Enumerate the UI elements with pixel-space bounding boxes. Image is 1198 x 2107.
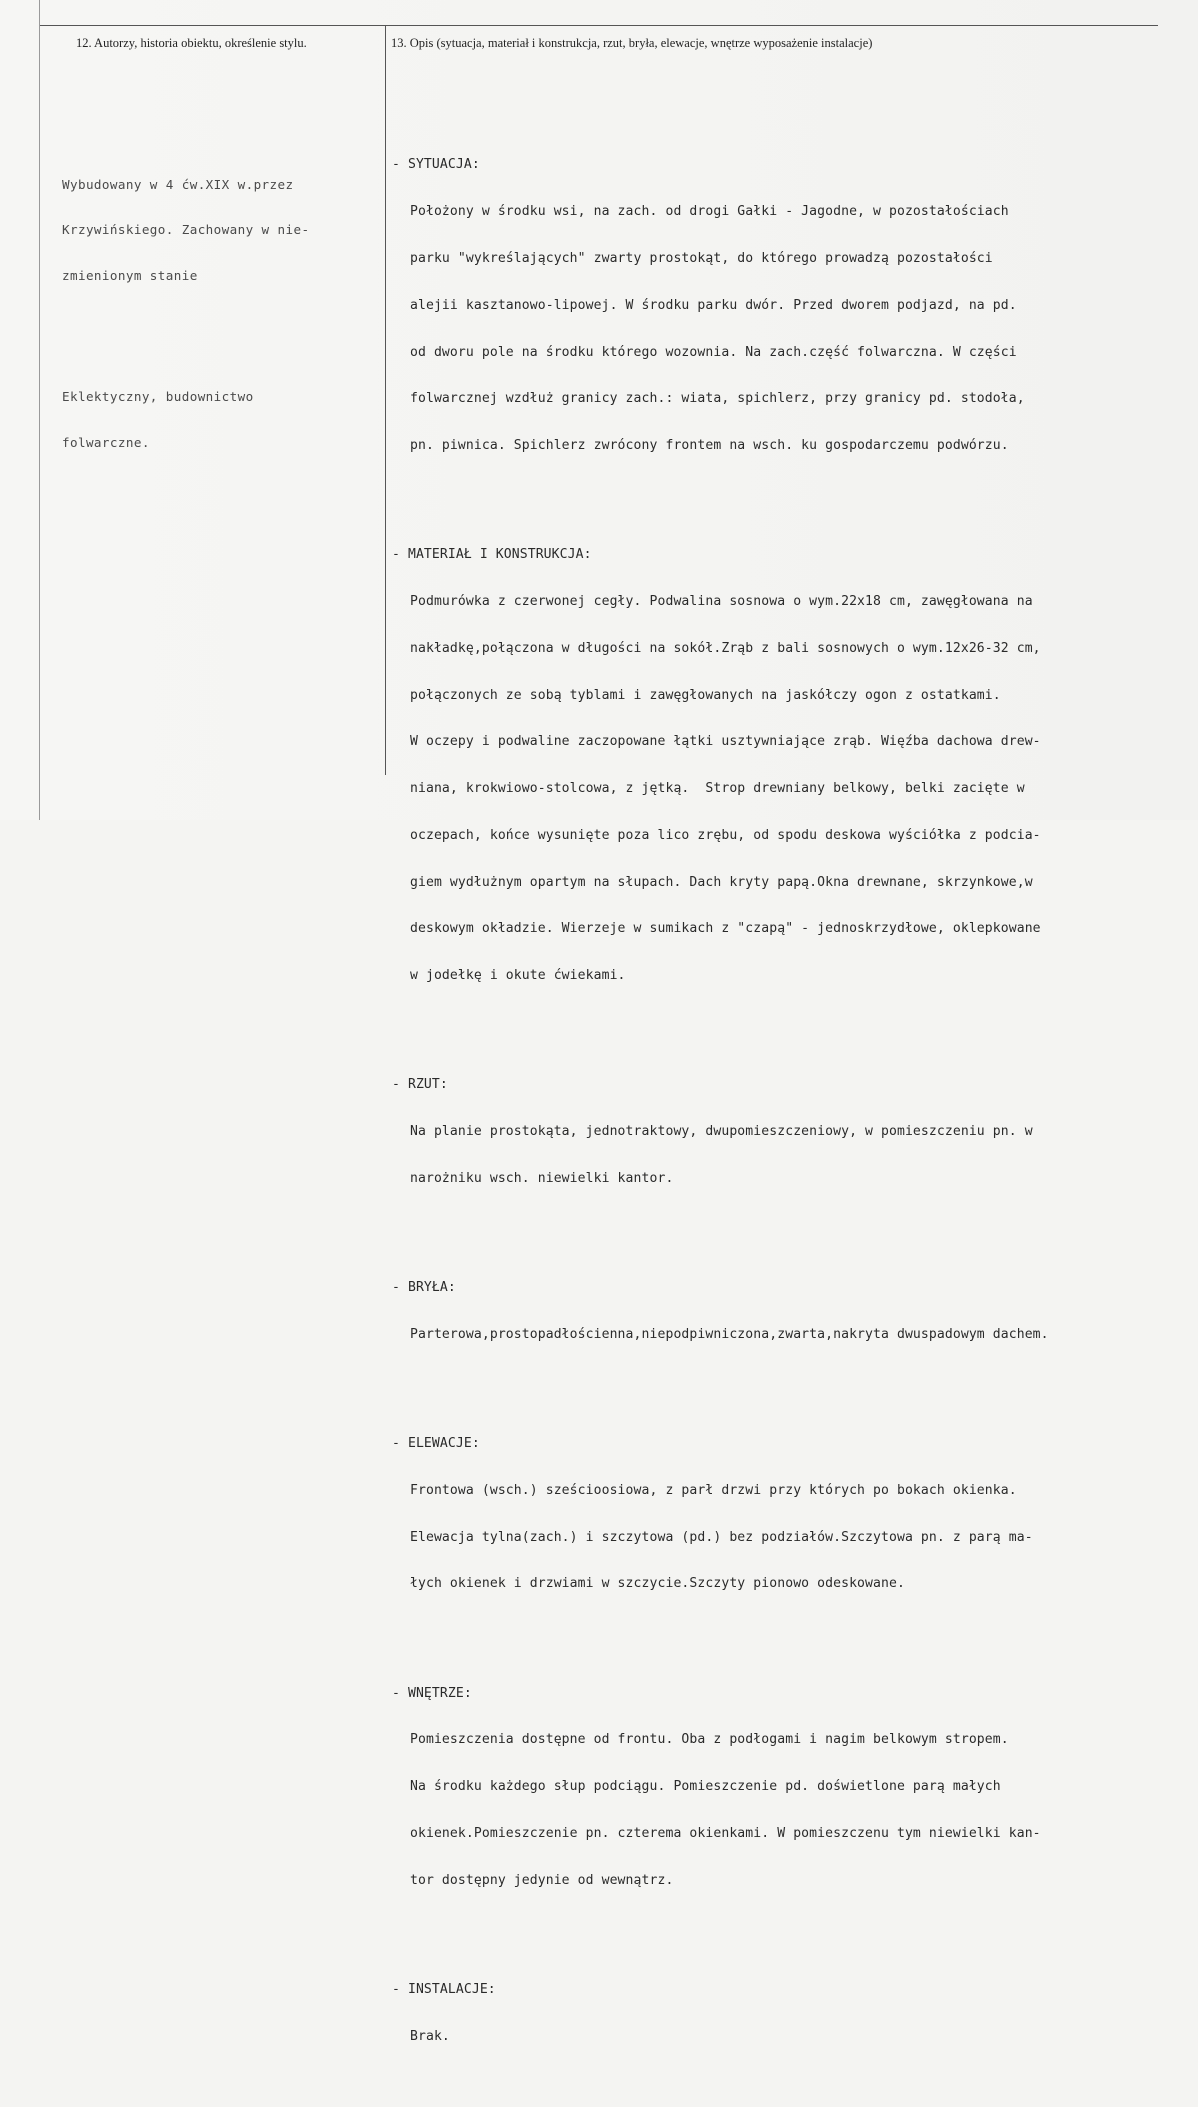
text-line: Frontowa (wsch.) sześcioosiowa, z parł drzwi przy których po bokach okienka. — [410, 1482, 1017, 1498]
text-line: Parterowa,prostopadłościenna,niepodpiwniczona,zwarta,nakryta dwuspadowym dachem. — [410, 1326, 1049, 1342]
column-divider — [385, 25, 386, 775]
section-rzut — [392, 1046, 1049, 1218]
section-heading: - MATERIAŁ I KONSTRUKCJA: — [392, 547, 592, 563]
history-text — [62, 116, 309, 526]
text-line: Wybudowany w 4 ćw.XIX w.przez — [62, 176, 294, 192]
section-heading: - RZUT: — [392, 1077, 448, 1093]
page-edge — [39, 0, 40, 820]
text-line: w jodełkę i okute ćwiekami. — [410, 968, 626, 984]
text-line: alejii kasztanowo-lipowej. W środku parku dwór. Przed dworem podjazd, na pd. — [410, 297, 1017, 313]
section-heading: - BRYŁA: — [392, 1280, 456, 1296]
section-instalacje — [392, 1951, 1049, 2076]
text-line: folwarczne. — [62, 435, 150, 451]
text-line: folwarcznej wzdłuż granicy zach.: wiata, spichlerz, przy granicy pd. stodoła, — [410, 391, 1025, 407]
history-paragraph — [62, 146, 309, 313]
section-heading: - WNĘTRZE: — [392, 1685, 472, 1701]
text-line: Na planie prostokąta, jednotraktowy, dwupomieszczeniowy, w pomieszczeniu pn. w — [410, 1124, 1033, 1140]
text-line: deskowym okładzie. Wierzeje w sumikach z "czapą" - jednoskrzydłowe, oklepkowane — [410, 921, 1041, 937]
text-line: od dworu pole na środku którego wozownia. Na zach.część folwarczna. W części — [410, 344, 1017, 360]
section-sytuacja — [392, 126, 1049, 485]
section-heading: - SYTUACJA: — [392, 157, 480, 173]
text-line: tor dostępny jedynie od wewnątrz. — [410, 1872, 674, 1888]
text-line: Na środku każdego słup podciągu. Pomieszczenie pd. doświetlone parą małych — [410, 1779, 1001, 1795]
text-line: Położony w środku wsi, na zach. od drogi Gałki - Jagodne, w pozostałościach — [410, 204, 1009, 220]
text-line: nakładkę,połączona w długości na sokół.Zrąb z bali sosnowych o wym.12x26-32 cm, — [410, 640, 1041, 656]
text-line: Podmurówka z czerwonej cegły. Podwalina sosnowa o wym.22x18 cm, zawęgłowana na — [410, 594, 1033, 609]
text-line: Elewacja tylna(zach.) i szczytowa (pd.) bez podziałów.Szczytowa pn. z parą ma- — [410, 1529, 1033, 1545]
section-elewacje — [392, 1405, 1049, 1623]
section-material — [392, 516, 1049, 1015]
text-line: giem wydłużnym opartym na słupach. Dach kryty papą.Okna drewnane, skrzynkowe,w — [410, 874, 1033, 890]
text-line: parku "wykreślających" zwarty prostokąt, do którego prowadzą pozostałości — [410, 250, 993, 266]
text-line: łych okienek i drzwiami w szczycie.Szczyty pionowo odeskowane. — [410, 1576, 905, 1592]
section-wnetrze — [392, 1654, 1049, 1919]
text-line: narożniku wsch. niewielki kantor. — [410, 1170, 674, 1186]
text-line: okienek.Pomieszczenie pn. czterema okienkami. W pomieszczenu tym niewielki kan- — [410, 1825, 1041, 1841]
section-heading: - ELEWACJE: — [392, 1436, 480, 1452]
text-line: Krzywińskiego. Zachowany w nie- — [62, 222, 310, 238]
text-line: Brak. — [410, 2028, 450, 2044]
text-line: połączonych ze sobą tyblami i zawęgłowanych na jaskółczy ogon z ostatkami. — [410, 687, 1001, 703]
description-text — [392, 95, 1049, 2107]
style-paragraph — [62, 359, 309, 481]
text-line: Eklektyczny, budownictwo — [62, 389, 254, 405]
section-bryla — [392, 1249, 1049, 1374]
text-line: niana, krokwiowo-stolcowa, z jętką. Strop drewniany belkowy, belki zacięte w — [410, 781, 1025, 797]
text-line: W oczepy i podwaline zaczopowane łątki usztywniające zrąb. Więźba dachowa drew- — [410, 734, 1041, 750]
section-13-title: 13. Opis (sytuacja, materiał i konstrukcja, rzut, bryła, elewacje, wnętrze wyposażenie instalacje) — [391, 36, 873, 50]
section-heading: - INSTALACJE: — [392, 1981, 496, 1997]
text-line: oczepach, końce wysunięte poza lico zrębu, od spodu deskowa wyściółka z podcia- — [410, 827, 1041, 843]
top-rule — [40, 25, 1158, 26]
text-line: zmienionym stanie — [62, 268, 198, 284]
text-line: Pomieszczenia dostępne od frontu. Oba z podłogami i nagim belkowym stropem. — [410, 1732, 1009, 1748]
section-12-title: 12. Autorzy, historia obiektu, określenie stylu. — [76, 36, 307, 50]
text-line: pn. piwnica. Spichlerz zwrócony frontem na wsch. ku gospodarczemu podwórzu. — [410, 438, 1009, 454]
